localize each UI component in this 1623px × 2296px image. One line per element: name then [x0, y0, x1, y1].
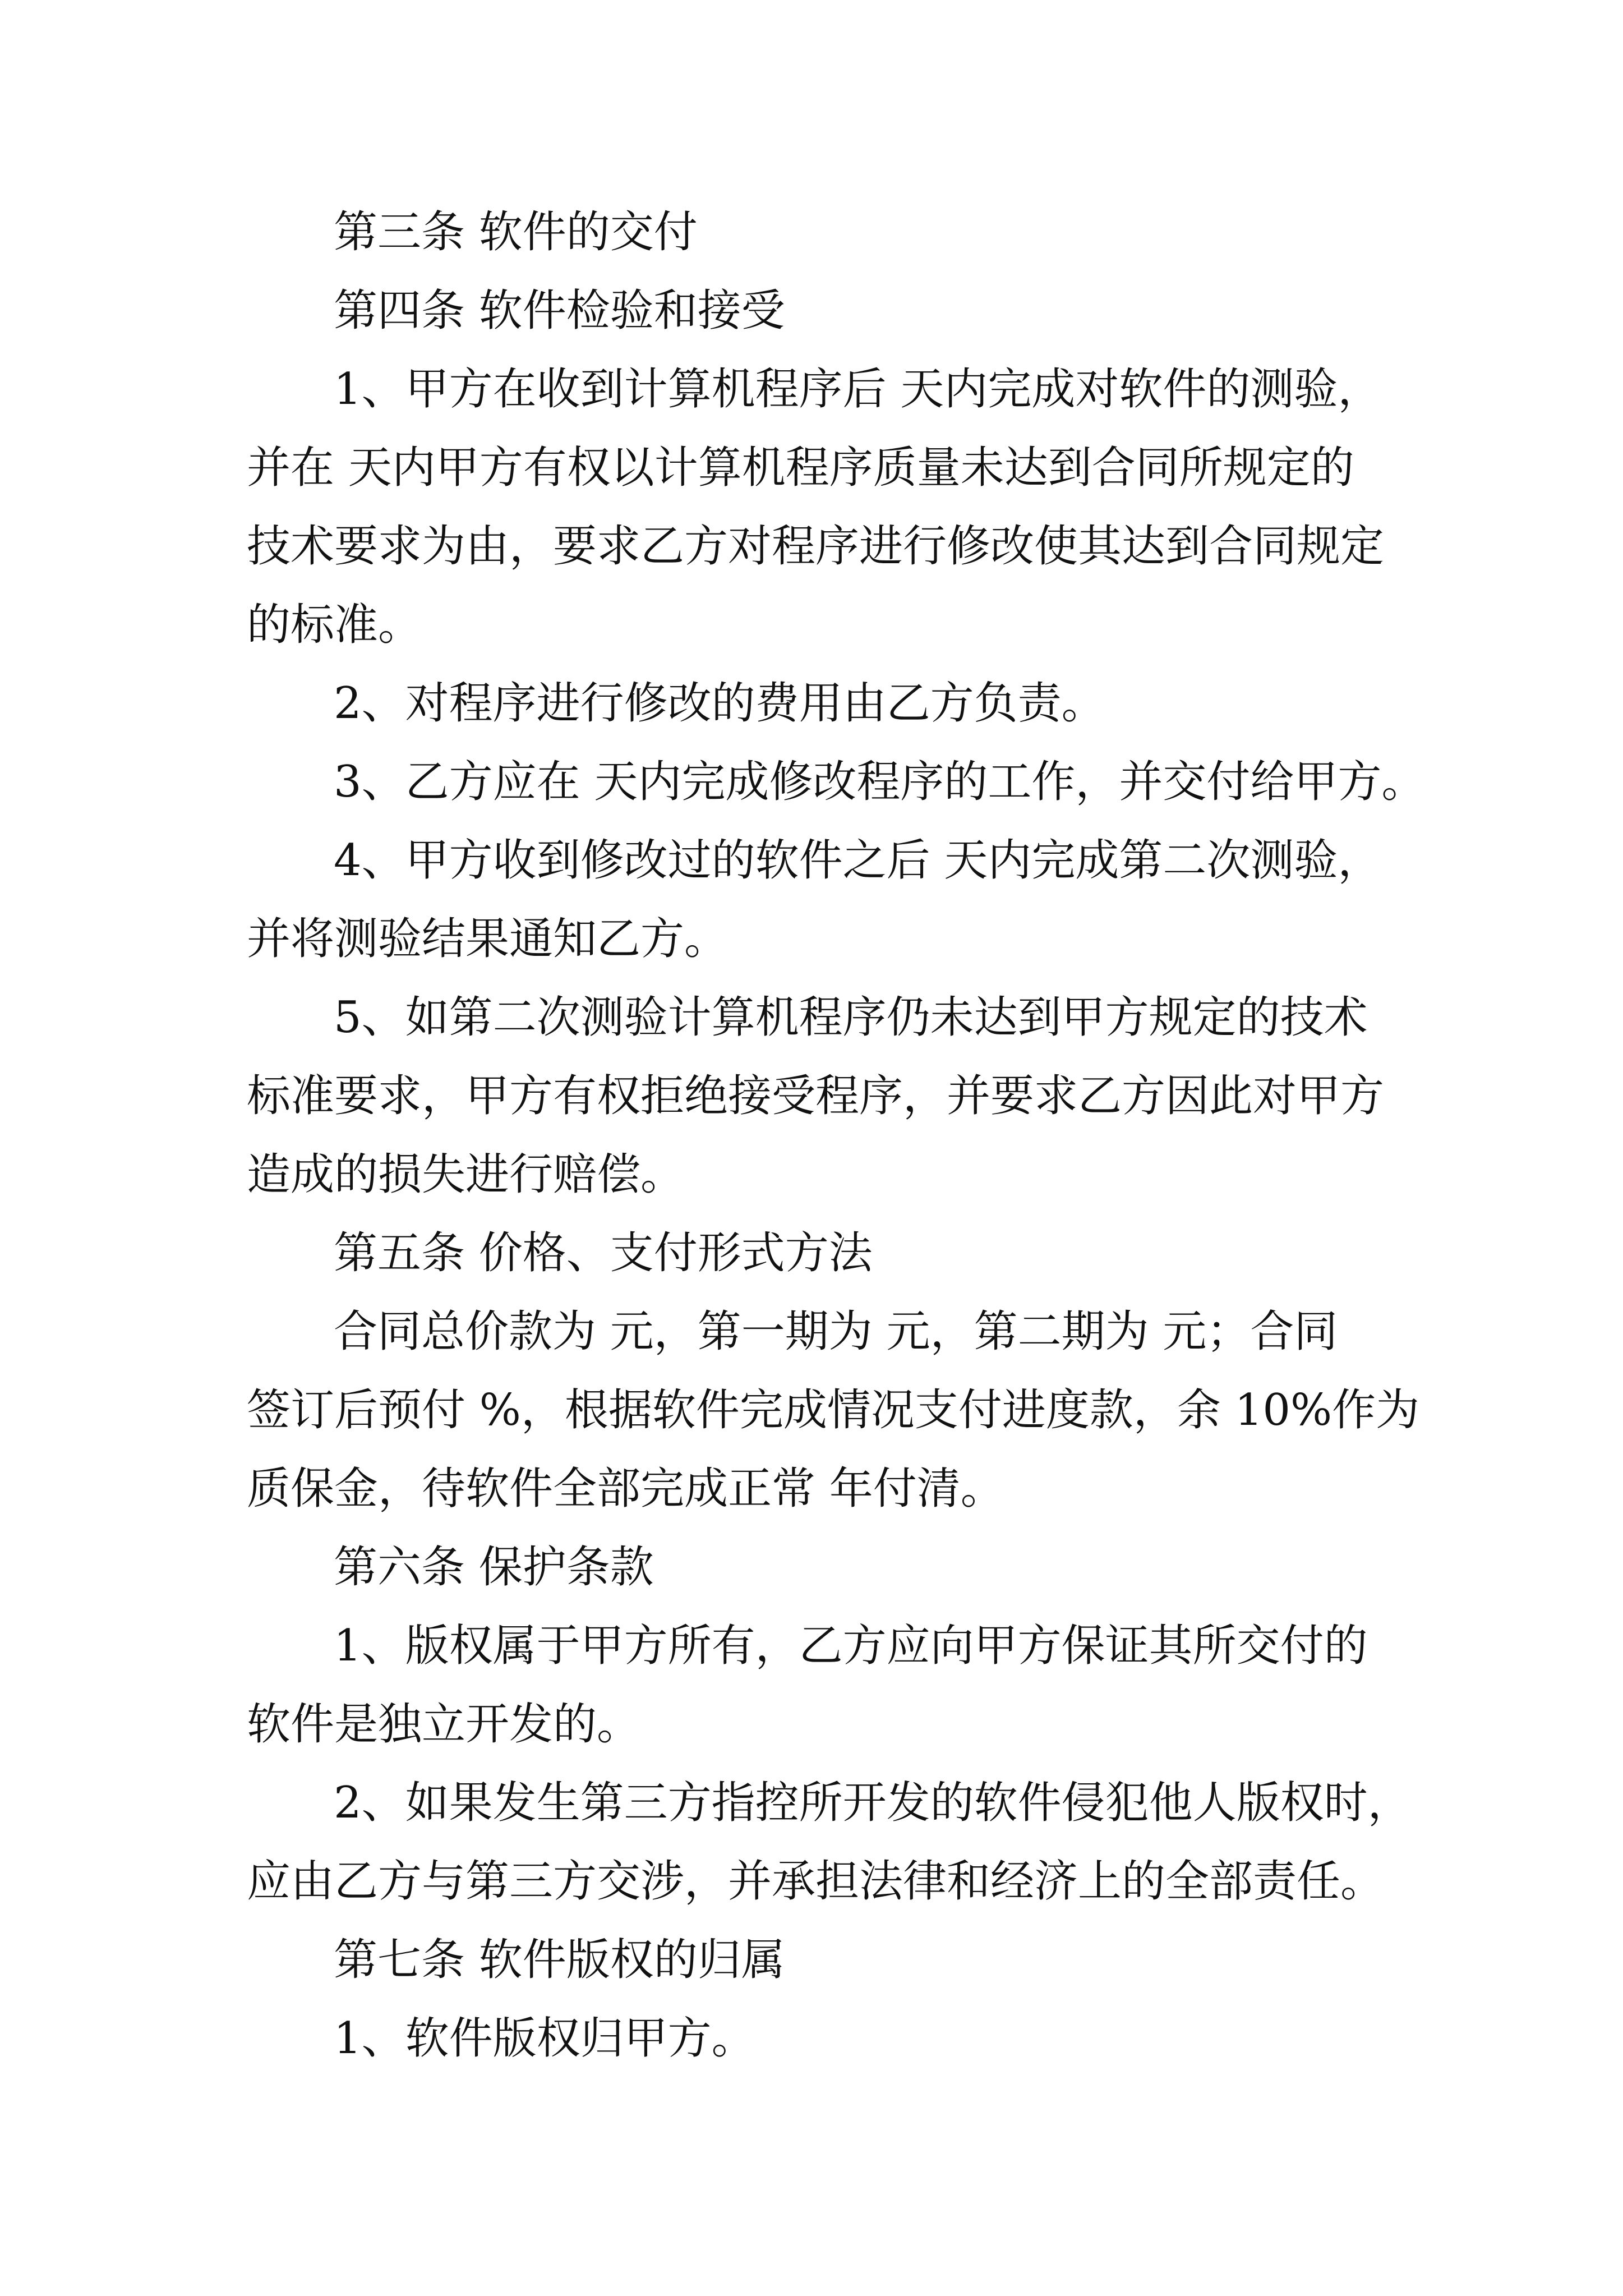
paragraph-line: 4、甲方收到修改过的软件之后 天内完成第二次测验， — [334, 835, 1382, 886]
article-heading: 第三条 软件的交付 — [334, 207, 698, 257]
paragraph-line: 技术要求为由，要求乙方对程序进行修改使其达到合同规定 — [247, 521, 1385, 572]
paragraph-line: 造成的损失进行赔偿。 — [247, 1149, 685, 1200]
paragraph-line: 1、甲方在收到计算机程序后 天内完成对软件的测验， — [334, 364, 1382, 415]
article-heading: 第七条 软件版权的归属 — [334, 1935, 785, 1985]
paragraph-line: 2、如果发生第三方指控所开发的软件侵犯他人版权时， — [334, 1778, 1412, 1828]
paragraph-line: 并将测验结果通知乙方。 — [247, 914, 728, 964]
article-heading: 第六条 保护条款 — [334, 1542, 654, 1593]
paragraph-line: 1、版权属于甲方所有，乙方应向甲方保证其所交付的 — [334, 1621, 1368, 1671]
paragraph-line: 2、对程序进行修改的费用由乙方负责。 — [334, 678, 1105, 729]
paragraph-line: 1、软件版权归甲方。 — [334, 2013, 755, 2064]
paragraph-line: 签订后预付 %，根据软件完成情况支付进度款，余 10%作为 — [247, 1385, 1420, 1435]
article-heading: 第四条 软件检验和接受 — [334, 286, 785, 336]
article-heading: 第五条 价格、支付形式方法 — [334, 1228, 873, 1278]
paragraph-line: 的标准。 — [247, 600, 422, 650]
paragraph-line: 5、如第二次测验计算机程序仍未达到甲方规定的技术 — [334, 992, 1368, 1043]
paragraph-line: 应由乙方与第三方交涉，并承担法律和经济上的全部责任。 — [247, 1856, 1385, 1907]
paragraph-line: 3、乙方应在 天内完成修改程序的工作，并交付给甲方。 — [334, 757, 1426, 807]
paragraph-line: 并在 天内甲方有权以计算机程序质量未达到合同所规定的 — [247, 443, 1354, 493]
paragraph-line: 质保金，待软件全部完成正常 年付清。 — [247, 1464, 1004, 1514]
paragraph-line: 软件是独立开发的。 — [247, 1699, 641, 1750]
paragraph-line: 标准要求，甲方有权拒绝接受程序，并要求乙方因此对甲方 — [247, 1071, 1385, 1121]
paragraph-line: 合同总价款为 元，第一期为 元，第二期为 元；合同 — [334, 1306, 1338, 1357]
